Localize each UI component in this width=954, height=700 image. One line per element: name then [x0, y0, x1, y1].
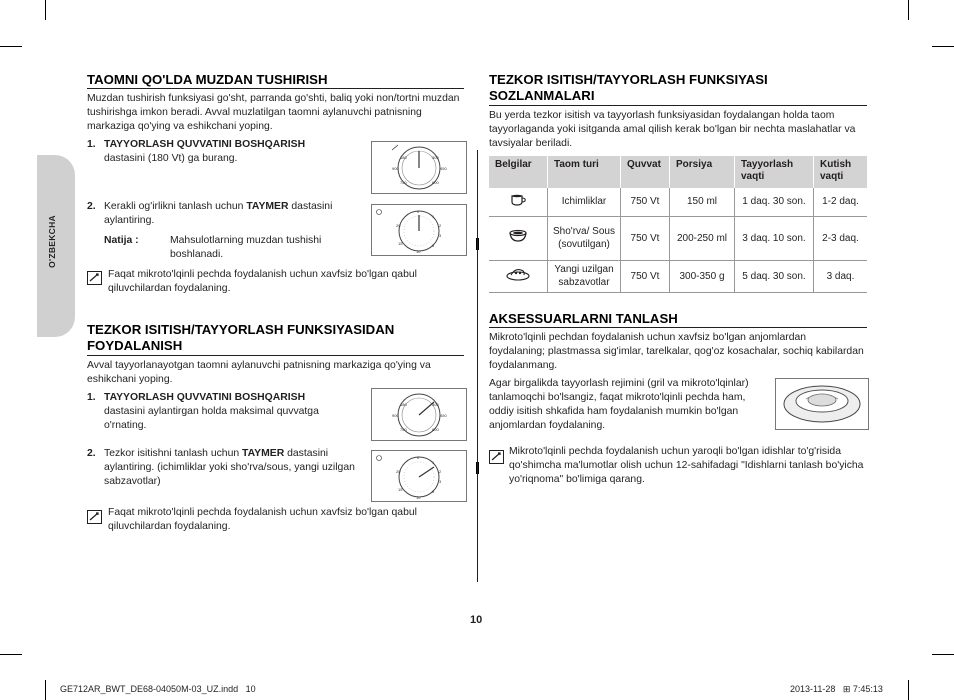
step-text-pre: Tezkor isitishni tanlash uchun — [104, 448, 243, 459]
step-text — [104, 200, 359, 228]
dial-tick-label: 750 — [400, 427, 407, 432]
accessories-paragraph: Agar birgalikda tayyorlash rejimini (gril va mikroto'lqinlar) tanlamoqchi bo'lsangiz, faqat mikroto'lqinli pechda ham, oddiy isitish shkafida ham foydalanish mumkin bo'lgan anjomlardan foydalaning. — [489, 378, 749, 431]
table-cell-icon — [489, 188, 548, 216]
dial-tick-label: 3 — [439, 479, 442, 484]
crop-mark — [932, 46, 954, 47]
step-heading: TAYYORLASH QUVVATINI BOSHQARISH — [104, 392, 306, 403]
table-header: Quvvat — [621, 156, 670, 188]
dial-tick-label: 20 — [396, 223, 401, 228]
quick-reheat-intro: Avval tayyorlanayotgan taomni aylanuvchi patnisning markaziga qo'ying va eshikchani yoping. — [87, 360, 431, 385]
dish-image — [775, 378, 869, 430]
manual-defrost-intro: Muzdan tushirish funksiyasi go'sht, parranda go'shti, baliq yoki non/tortni muzdan tushirishga imkon beradi. Avval muzlatilgan taomni aylanuvchi patnisning markaziga qo'ying va eshikchani yoping. — [87, 93, 460, 132]
note-text: Mikroto'lqinli pechda foydalanish uchun yaroqli bo'lgan idishlar to'g'risida qo'shimcha ma'lumotlar olish uchun 12-sahifadagi "Idishlarni tanlash bo'yicha yo'riqnoma" bo'limiga qarang. — [509, 446, 864, 485]
power-dial-image — [371, 388, 467, 441]
table-cell: 750 Vt — [621, 216, 670, 260]
dial-tick-label: 20 — [396, 469, 401, 474]
table-cell: 1-2 daq. — [814, 188, 868, 216]
dial-tick-label: 300 — [432, 155, 439, 160]
result-label: Natija : — [104, 235, 139, 246]
crop-mark — [908, 680, 909, 700]
timer-keyword: TAYMER — [242, 448, 285, 459]
timer-keyword: TAYMER — [246, 201, 289, 212]
reheat-settings-intro: Bu yerda tezkor isitish va tayyorlash funksiyasidan foydalangan holda taom tayyorlaganda yoki isitganda amal qilish kerak bo'lgan bir nechta maslahatlar va tavsiyalar beriladi. — [489, 110, 856, 149]
result-text: Mahsulotlarning muzdan tushishi boshlanadi. — [170, 235, 322, 260]
dial-tick-label: 5 — [432, 243, 435, 248]
note-text: Faqat mikroto'lqinli pechda foydalanish uchun xavfsiz bo'lgan qabul qiluvchilardan foydalaning. — [108, 269, 417, 294]
table-header: Kutish vaqti — [814, 156, 868, 188]
title-rule — [87, 88, 464, 89]
title-rule — [489, 327, 867, 328]
table-cell: 3 daq. 10 son. — [735, 216, 814, 260]
table-cell: 3 daq. — [814, 260, 868, 292]
language-tab-label: O'ZBEKCHA — [47, 215, 57, 268]
table-header: Porsiya — [670, 156, 735, 188]
step-number: 2. — [87, 448, 96, 459]
crop-mark — [45, 680, 46, 700]
table-cell: 750 Vt — [621, 260, 670, 292]
dial-tick-label: 600 — [432, 180, 439, 185]
table-cell-icon — [489, 216, 548, 260]
timer-dial-image — [371, 450, 467, 502]
language-tab — [37, 155, 75, 337]
table-cell-icon — [489, 260, 548, 292]
dial-tick-label: 2 — [439, 223, 442, 228]
page-number: 10 — [470, 614, 483, 626]
table-row — [489, 216, 867, 260]
title-rule — [87, 355, 464, 356]
step-number: 2. — [87, 201, 96, 212]
crop-mark — [908, 0, 909, 20]
table-cell: Yangi uzilgan sabzavotlar — [548, 260, 621, 292]
dial-tick-label: 750 — [400, 180, 407, 185]
timer-dial-image — [371, 204, 467, 256]
step-number: 1. — [87, 392, 96, 403]
table-row — [489, 260, 867, 292]
dial-tick-label: 600 — [432, 427, 439, 432]
note-icon — [489, 450, 504, 464]
dial-tick-label: 2 — [439, 469, 442, 474]
step-text: dastasini aylantirgan holda maksimal quvvatga o'rnating. — [104, 406, 319, 431]
dial-tick-label: 10 — [416, 249, 421, 254]
step-text-pre: Kerakli og'irlikni tanlash uchun — [104, 201, 247, 212]
power-dial-image — [371, 141, 467, 194]
section-title-quick-reheat: TEZKOR ISITISH/TAYYORLASH FUNKSIYASIDAN FOYDALANISH — [87, 322, 395, 353]
dial-tick-label: 0 — [417, 455, 420, 460]
step-number: 1. — [87, 139, 96, 150]
note-icon — [87, 510, 102, 524]
cup-icon — [509, 193, 527, 207]
table-header: Tayyorlash vaqti — [735, 156, 814, 188]
crop-mark — [932, 654, 954, 655]
accessories-paragraph: Mikroto'lqinli pechdan foydalanish uchun xavfsiz bo'lgan anjomlardan foydalaning; plastmassa sig'imlar, tarelkalar, qog'oz kosachalar, sochiq kabilardan foydalanmang. — [489, 332, 864, 371]
title-rule — [489, 105, 867, 106]
step-text: dastasini (180 Vt) ga burang. — [104, 153, 238, 164]
dial-tick-label: 300 — [432, 402, 439, 407]
column-divider — [477, 150, 478, 582]
crop-mark — [0, 46, 22, 47]
table-cell: 200-250 ml — [670, 216, 735, 260]
table-header: Belgilar — [489, 156, 548, 188]
table-row — [489, 188, 867, 216]
step-text — [104, 447, 359, 489]
dial-tick-label: 1 — [432, 214, 435, 219]
crop-mark — [0, 654, 22, 655]
dial-tick-label: 450 — [440, 413, 447, 418]
vegetables-icon — [506, 267, 530, 281]
footer-file: GE712AR_BWT_DE68-04050M-03_UZ.indd 10 — [60, 684, 256, 694]
dial-tick-label: 1 — [432, 460, 435, 465]
dial-tick-label: 0 — [417, 209, 420, 214]
dial-tick-label: 450 — [440, 166, 447, 171]
step-text-post: dastasini aylantiring. — [104, 201, 333, 226]
dial-tick-label: 5 — [432, 489, 435, 494]
table-cell: 5 daq. 30 son. — [735, 260, 814, 292]
dial-tick-label: 3 — [439, 233, 442, 238]
dial-tick-label: 180 — [400, 402, 407, 407]
footer-datetime: 2013-11-28 ⊞ 7:45:13 — [790, 684, 883, 694]
table-cell: Sho'rva/ Sous (sovutilgan) — [548, 216, 621, 260]
dial-tick-label: 180 — [400, 155, 407, 160]
table-header: Taom turi — [548, 156, 621, 188]
note-icon — [87, 271, 102, 285]
bowl-icon — [508, 228, 528, 244]
section-title-manual-defrost: TAOMNI QO'LDA MUZDAN TUSHIRISH — [87, 72, 328, 87]
section-title-reheat-settings: TEZKOR ISITISH/TAYYORLASH FUNKSIYASI SOZLANMALARI — [489, 72, 768, 103]
dial-tick-label: 10 — [416, 495, 421, 500]
dial-tick-label: 15 — [398, 241, 403, 246]
table-cell: 2-3 daq. — [814, 216, 868, 260]
table-header-row — [489, 156, 867, 188]
reheat-table — [489, 156, 867, 293]
table-cell: 750 Vt — [621, 188, 670, 216]
dial-tick-label: 900 — [392, 166, 399, 171]
section-title-accessories: AKSESSUARLARNI TANLASH — [489, 311, 678, 326]
table-cell: 150 ml — [670, 188, 735, 216]
table-cell: 1 daq. 30 son. — [735, 188, 814, 216]
dial-tick-label: 900 — [392, 413, 399, 418]
note-text: Faqat mikroto'lqinli pechda foydalanish uchun xavfsiz bo'lgan qabul qiluvchilardan foydalaning. — [108, 507, 417, 532]
step-text-post: dastasini aylantiring. (ichimliklar yoki sho'rva/sous, yangi uzilgan sabzavotlar) — [104, 448, 355, 487]
table-cell: Ichimliklar — [548, 188, 621, 216]
table-cell: 300-350 g — [670, 260, 735, 292]
step-heading: TAYYORLASH QUVVATINI BOSHQARISH — [104, 139, 306, 150]
dial-tick-label: 15 — [398, 487, 403, 492]
crop-mark — [45, 0, 46, 20]
